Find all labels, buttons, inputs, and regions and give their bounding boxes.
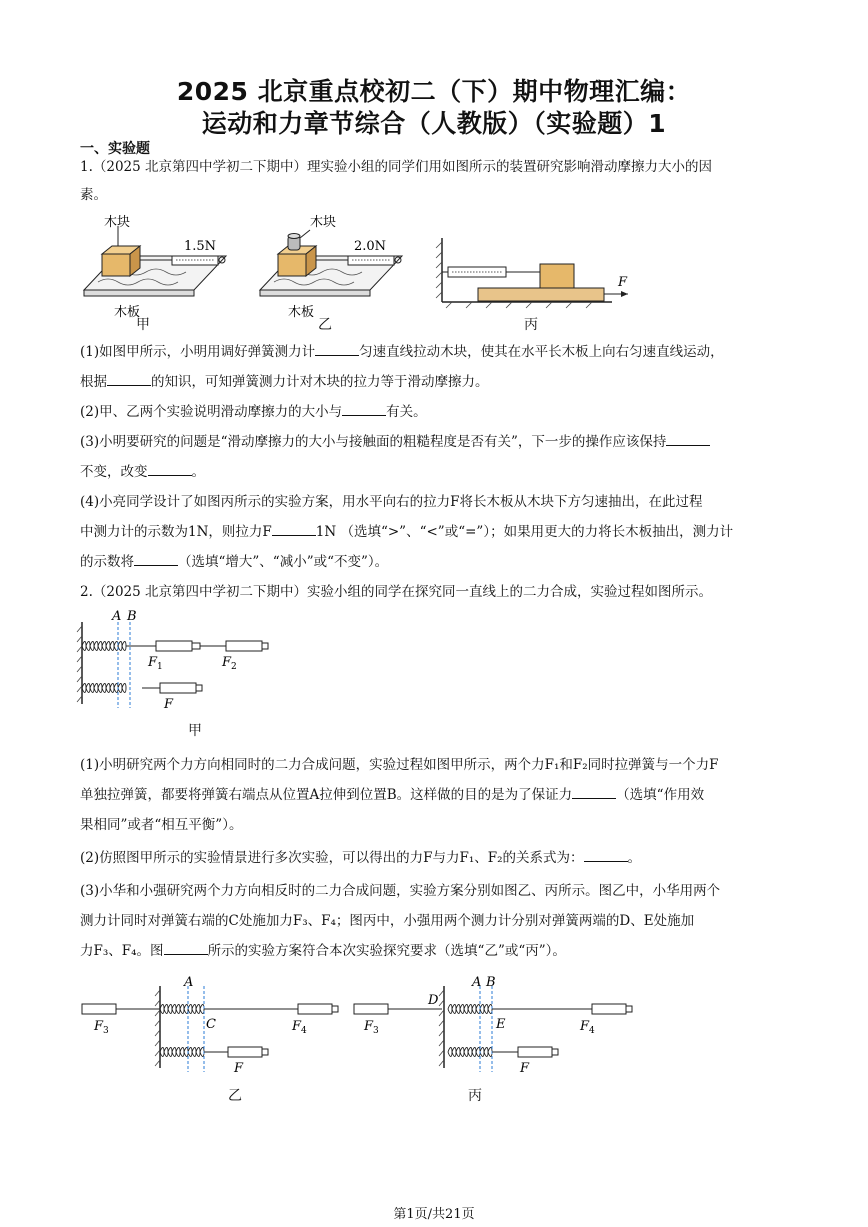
board-label-yi: 木板 [288, 305, 315, 320]
q1-part3-line2 [80, 457, 790, 487]
q1-p4d: 的示数将 [80, 554, 134, 570]
label-F3: $F_3$ [94, 1019, 109, 1036]
answer-blank[interactable] [572, 784, 616, 799]
q2-caption-yi: 乙 [228, 1088, 242, 1104]
q2-intro: 2.（2025 北京第四中学初二下期中）实验小组的同学在探究同一直线上的二力合成，实验过程如图所示。 [80, 584, 713, 600]
q1-part2 [80, 397, 790, 427]
section-title: 一、实验题 [80, 141, 150, 157]
q1-part3-line1 [80, 427, 790, 457]
q1-part4-line1: (4)小亮同学设计了如图丙所示的实验方案，用水平向右的拉力F将长木板从木块下方匀速抽出，在此过程 [80, 494, 703, 510]
q1-p3c: 。 [191, 464, 205, 480]
block-label-yi: 木块 [310, 215, 337, 230]
page-footer: 第1页/共21页 [393, 1207, 475, 1222]
label-F: F [164, 697, 174, 712]
q1-caption-yi: 乙 [318, 317, 332, 333]
q2-part3-line1: (3)小华和小强研究两个力方向相反时的二力合成问题，实验方案分别如图乙、丙所示。图乙中，小华用两个 [80, 883, 721, 899]
q1-p1b: 匀速直线拉动木块，使其在水平长木板上向右匀速直线运动， [359, 344, 724, 360]
q1-caption-jia: 甲 [136, 317, 150, 333]
q2-p1b: 单独拉弹簧，都要将弹簧右端点从位置A拉伸到位置B。这样做的目的是为了保证力 [80, 787, 573, 803]
q1-part1-line1 [80, 337, 790, 367]
label-F4: $F_4$ [292, 1019, 307, 1036]
q1-part1-line2 [80, 367, 790, 397]
q2-part2 [80, 843, 790, 873]
label-F3: $F_3$ [364, 1019, 379, 1036]
q1-p4e: （选填“增大”、“减小”或“不变”）。 [178, 554, 389, 570]
force-label-bing: F [618, 275, 628, 290]
label-A: A [184, 975, 194, 990]
title-line-1: 2025 北京重点校初二（下）期中物理汇编： [176, 77, 692, 106]
board-label-jia: 木板 [114, 305, 141, 320]
label-C: C [206, 1017, 216, 1032]
q2-part1-line3: 果相同”或者“相互平衡”）。 [80, 817, 243, 833]
label-F: F [520, 1061, 530, 1076]
q1-p4c: 1N （选填“>”、“<”或“=”）；如果用更大的力将长木板抽出，测力计 [315, 524, 734, 540]
q1-caption-bing: 丙 [524, 317, 538, 333]
label-F4: $F_4$ [580, 1019, 595, 1036]
q2-part1-line1: (1)小明研究两个力方向相同时的二力合成问题，实验过程如图甲所示，两个力F₁和F₂同时拉弹簧与一个力F [80, 757, 719, 773]
q1-p2a: (2)甲、乙两个实验说明滑动摩擦力的大小与 [80, 404, 343, 420]
q1-p1d: 的知识，可知弹簧测力计对木块的拉力等于滑动摩擦力。 [151, 374, 489, 390]
q1-figure-jia [76, 212, 236, 332]
label-E: E [496, 1017, 506, 1032]
q2-caption-bing: 丙 [468, 1088, 482, 1104]
q1-figure-yi [252, 212, 412, 332]
answer-blank[interactable] [272, 521, 316, 536]
q2-figure-yi [80, 972, 350, 1076]
q1-p3b: 不变，改变 [80, 464, 148, 480]
label-B: B [127, 609, 137, 624]
q2-p2a: (2)仿照图甲所示的实验情景进行多次实验，可以得出的力F与力F₁、F₂的关系式为： [80, 850, 584, 866]
q1-p4b: 中测力计的示数为1N，则拉力F [80, 524, 272, 540]
q2-p2b: 。 [627, 850, 642, 866]
answer-blank[interactable] [107, 371, 151, 386]
q2-caption-jia: 甲 [188, 723, 202, 739]
answer-blank[interactable] [148, 461, 192, 476]
q2-figure-jia [76, 608, 276, 712]
answer-blank[interactable] [342, 401, 386, 416]
label-A: A [472, 975, 482, 990]
q2-part3-line2: 测力计同时对弹簧右端的C处施加力F₃、F₄；图丙中，小强用两个测力计分别对弹簧两端的D、E处施加 [80, 913, 695, 929]
label-B: B [486, 975, 496, 990]
answer-blank[interactable] [584, 847, 628, 862]
force-label-yi: 2.0N [354, 239, 387, 254]
title-line-2: 运动和力章节综合（人教版）（实验题）1 [201, 109, 667, 138]
label-A: A [112, 609, 122, 624]
answer-blank[interactable] [164, 940, 208, 955]
force-label-jia: 1.5N [184, 239, 217, 254]
q1-intro-line-1: 1.（2025 北京第四中学初二下期中）理实验小组的同学们用如图所示的装置研究影响滑动摩擦力大小的因 [80, 159, 713, 175]
q1-figure-bing [432, 232, 642, 312]
q1-part4-line3 [80, 547, 790, 577]
label-D: D [428, 993, 439, 1008]
q2-p1c: （选填“作用效 [616, 787, 705, 803]
answer-blank[interactable] [134, 551, 178, 566]
q1-p2b: 有关。 [386, 404, 427, 420]
label-F1: $F_1$ [148, 655, 163, 672]
q2-p3d: 所示的实验方案符合本次实验探究要求（选填“乙”或“丙”）。 [207, 943, 566, 959]
q2-part3-line3 [80, 936, 790, 966]
q1-p3a: (3)小明要研究的问题是“滑动摩擦力的大小与接触面的粗糙程度是否有关”，下一步的操作应该保持 [80, 434, 667, 450]
label-F: F [234, 1061, 244, 1076]
q1-intro-line-2: 素。 [80, 187, 107, 203]
answer-blank[interactable] [666, 431, 710, 446]
q2-part1-line2 [80, 780, 790, 810]
block-label-jia: 木块 [104, 215, 131, 230]
label-F2: $F_2$ [222, 655, 237, 672]
answer-blank[interactable] [315, 341, 359, 356]
q2-p3c: 力F₃、F₄。图 [80, 943, 164, 959]
q1-part4-line2 [80, 517, 790, 547]
q2-figure-bing [352, 972, 642, 1076]
q1-p1c: 根据 [80, 374, 107, 390]
q1-p1a: (1)如图甲所示，小明用调好弹簧测力计 [80, 344, 316, 360]
